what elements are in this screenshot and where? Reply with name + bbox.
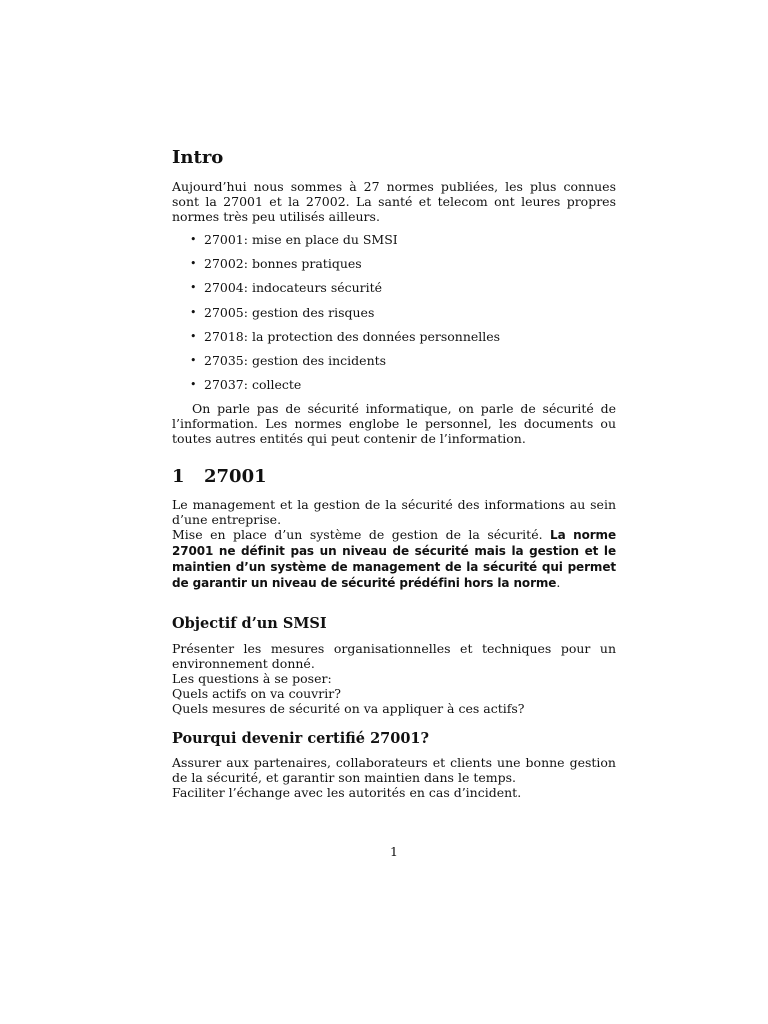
objectif-line: Quels actifs on va couvrir? <box>172 686 341 701</box>
objectif-line: Présenter les mesures organisationnelles et techniques pour un environnement donné. <box>172 641 616 671</box>
page-number: 1 <box>390 844 398 859</box>
section-heading-27001 <box>172 466 267 488</box>
section-27001-line2: Mise en place d’un système de gestion de la sécurité. La norme 27001 ne définit pas un niveau de sécurité mais la gestion et le maintien d’un système de management de la sécurité qui permet de garantir un niveau de sécurité prédéfini hors la norme. <box>172 527 616 590</box>
intro-heading: Intro <box>172 147 224 168</box>
document-page <box>172 0 616 1024</box>
bullet-icon: • <box>190 329 197 343</box>
intro-closing-paragraph: On parle pas de sécurité informatique, on parle de sécurité de l’information. Les normes englobe le personnel, les documents ou toutes autres entités qui peut contenir de l’information. <box>172 401 616 446</box>
bullet-icon: • <box>190 378 197 392</box>
objectif-line: Les questions à se poser: <box>172 671 332 686</box>
intro-paragraph <box>172 179 616 224</box>
pourquoi-heading: Pourqui devenir certifié 27001? <box>172 730 430 747</box>
norms-list <box>172 232 616 401</box>
list-item: • 27035: gestion des incidents <box>190 352 387 368</box>
section-number: 1 <box>172 466 185 487</box>
list-item: • 27004: indocateurs sécurité <box>190 280 383 296</box>
pourquoi-body <box>172 755 616 800</box>
section-27001-line1: Le management et la gestion de la sécurité des informations au sein d’une entreprise. <box>172 497 616 527</box>
bullet-icon: • <box>190 233 197 246</box>
bold-statement: La norme 27001 ne définit pas un niveau de sécurité mais la gestion et le maintien d’un système de management de la sécurité qui permet de garantir un niveau de sécurité prédéfini hors la norme <box>172 528 616 590</box>
pourquoi-line: Faciliter l’échange avec les autorités en cas d’incident. <box>172 785 522 800</box>
list-item: • 27018: la protection des données personnelles <box>190 328 501 344</box>
bullet-icon: • <box>190 305 197 319</box>
list-item: • 27001: mise en place du SMSI <box>190 232 398 247</box>
objectif-heading: Objectif d’un SMSI <box>172 615 327 632</box>
objectif-body <box>172 641 616 716</box>
section-title: 27001 <box>204 466 267 487</box>
section-27001-body <box>172 497 616 591</box>
bullet-icon: • <box>190 257 197 271</box>
bullet-icon: • <box>190 353 197 367</box>
list-item: • 27005: gestion des risques <box>190 304 375 320</box>
list-item: • 27037: collecte <box>190 377 302 393</box>
objectif-line: Quels mesures de sécurité on va appliquer à ces actifs? <box>172 701 525 716</box>
list-item: • 27002: bonnes pratiques <box>190 256 362 272</box>
intro-paragraph-text: Aujourd’hui nous sommes à 27 normes publiées, les plus connues sont la 27001 et la 27002. La santé et telecom ont leures propres normes très peu utilisés ailleurs. <box>172 179 616 224</box>
pourquoi-line: Assurer aux partenaires, collaborateurs et clients une bonne gestion de la sécurité, et garantir son maintien dans le temps. <box>172 755 616 785</box>
bullet-icon: • <box>190 281 197 295</box>
